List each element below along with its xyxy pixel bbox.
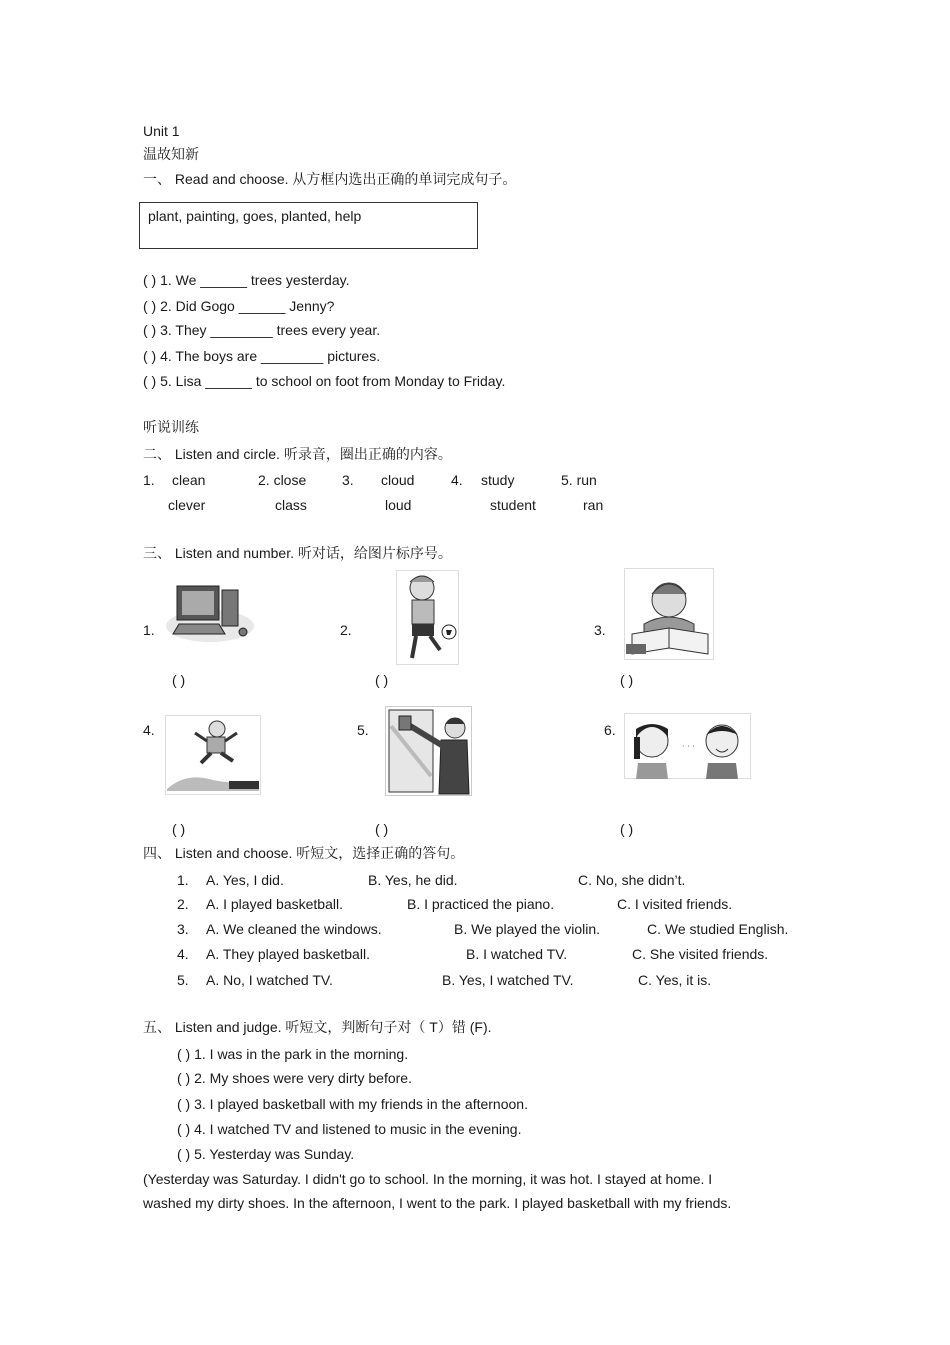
- part5-item-4: ( ) 4. I watched TV and listened to music in the evening.: [177, 1121, 522, 1137]
- part4-num-4: 4.: [177, 946, 189, 962]
- part3-num-5: 5.: [357, 722, 369, 738]
- part5-passage-line-2: washed my dirty shoes. In the afternoon, I went to the park. I played basketball with my friends.: [143, 1195, 732, 1211]
- boy-studying-picture: [624, 568, 714, 660]
- part3-num-6: 6.: [604, 722, 616, 738]
- part2-num-3: 3.: [342, 472, 354, 488]
- part1-item-2: ( ) 2. Did Gogo ______ Jenny?: [143, 298, 335, 314]
- part4-q5-option-a: A. No, I watched TV.: [206, 972, 333, 988]
- part5-item-2: ( ) 2. My shoes were very dirty before.: [177, 1070, 412, 1086]
- part4-q5-option-c: C. Yes, it is.: [638, 972, 712, 988]
- part4-q1-option-b: B. Yes, he did.: [368, 872, 458, 888]
- part4-num-2: 2.: [177, 896, 189, 912]
- part1-item-1: ( ) 1. We ______ trees yesterday.: [143, 272, 350, 288]
- part3-num-1: 1.: [143, 622, 155, 638]
- part4-q4-option-b: B. I watched TV.: [466, 946, 568, 962]
- boy-jumping-picture: [165, 715, 261, 795]
- children-talking-picture: [624, 713, 751, 779]
- svg-text:· · ·: · · ·: [682, 742, 695, 751]
- part4-q3-option-a: A. We cleaned the windows.: [206, 921, 382, 937]
- part3-num-4: 4.: [143, 722, 155, 738]
- part2-num-1: 1.: [143, 472, 155, 488]
- part1-item-5: ( ) 5. Lisa ______ to school on foot from Monday to Friday.: [143, 373, 506, 389]
- part3-bracket-4: ( ): [172, 821, 186, 837]
- part2-num-4: 4.: [451, 472, 463, 488]
- part3-bracket-3: ( ): [620, 672, 634, 688]
- part2-word-study: study: [481, 472, 515, 488]
- part5-passage-line-1: (Yesterday was Saturday. I didn't go to school. In the morning, it was hot. I stayed at home. I: [143, 1171, 713, 1187]
- part3-num-3: 3.: [594, 622, 606, 638]
- part4-q3-option-c: C. We studied English.: [647, 921, 789, 937]
- part4-q5-option-b: B. Yes, I watched TV.: [442, 972, 574, 988]
- part4-q1-option-c: C. No, she didn’t.: [578, 872, 686, 888]
- word-box: [139, 202, 478, 249]
- part4-q2-option-a: A. I played basketball.: [206, 896, 343, 912]
- part4-q3-option-b: B. We played the violin.: [454, 921, 601, 937]
- part5-item-3: ( ) 3. I played basketball with my friends in the afternoon.: [177, 1096, 528, 1112]
- unit-title: Unit 1: [143, 123, 180, 139]
- part2-word-loud: loud: [385, 497, 412, 513]
- part3-num-2: 2.: [340, 622, 352, 638]
- boy-football-picture: [396, 570, 459, 665]
- part4-q1-option-a: A. Yes, I did.: [206, 872, 284, 888]
- part3-bracket-1: ( ): [172, 672, 186, 688]
- part2-word-ran: ran: [583, 497, 604, 513]
- part1-heading: 一、 Read and choose. 从方框内选出正确的单词完成句子。: [143, 171, 517, 187]
- part2-word-cloud: cloud: [381, 472, 415, 488]
- part4-num-1: 1.: [177, 872, 189, 888]
- part4-q4-option-c: C. She visited friends.: [632, 946, 769, 962]
- part2-word-clean: clean: [172, 472, 206, 488]
- part2-word-clever: clever: [168, 497, 206, 513]
- part4-q2-option-c: C. I visited friends.: [617, 896, 733, 912]
- part5-item-1: ( ) 1. I was in the park in the morning.: [177, 1046, 409, 1062]
- part1-item-3: ( ) 3. They ________ trees every year.: [143, 322, 381, 338]
- word-box-text: plant, painting, goes, planted, help: [148, 208, 362, 224]
- computer-picture: [165, 578, 255, 646]
- part2-heading: 二、 Listen and circle. 听录音，圈出正确的内容。: [143, 446, 452, 462]
- part2-word-class: class: [275, 497, 307, 513]
- review-heading: 温故知新: [143, 146, 199, 162]
- listening-heading: 听说训练: [143, 419, 199, 435]
- part5-heading: 五、 Listen and judge. 听短文，判断句子对（ T）错 (F).: [143, 1019, 492, 1035]
- part3-bracket-5: ( ): [375, 821, 389, 837]
- part5-item-5: ( ) 5. Yesterday was Sunday.: [177, 1146, 355, 1162]
- part4-heading: 四、 Listen and choose. 听短文，选择正确的答句。: [143, 845, 465, 861]
- part1-item-4: ( ) 4. The boys are ________ pictures.: [143, 348, 381, 364]
- cleaning-window-picture: [385, 706, 472, 796]
- part4-num-3: 3.: [177, 921, 189, 937]
- part2-word-run: 5. run: [561, 472, 597, 488]
- part2-word-student: student: [490, 497, 536, 513]
- part3-bracket-6: ( ): [620, 821, 634, 837]
- part4-num-5: 5.: [177, 972, 189, 988]
- part2-word-close: 2. close: [258, 472, 307, 488]
- part3-heading: 三、 Listen and number. 听对话，给图片标序号。: [143, 545, 452, 561]
- part4-q4-option-a: A. They played basketball.: [206, 946, 370, 962]
- part4-q2-option-b: B. I practiced the piano.: [407, 896, 555, 912]
- part3-bracket-2: ( ): [375, 672, 389, 688]
